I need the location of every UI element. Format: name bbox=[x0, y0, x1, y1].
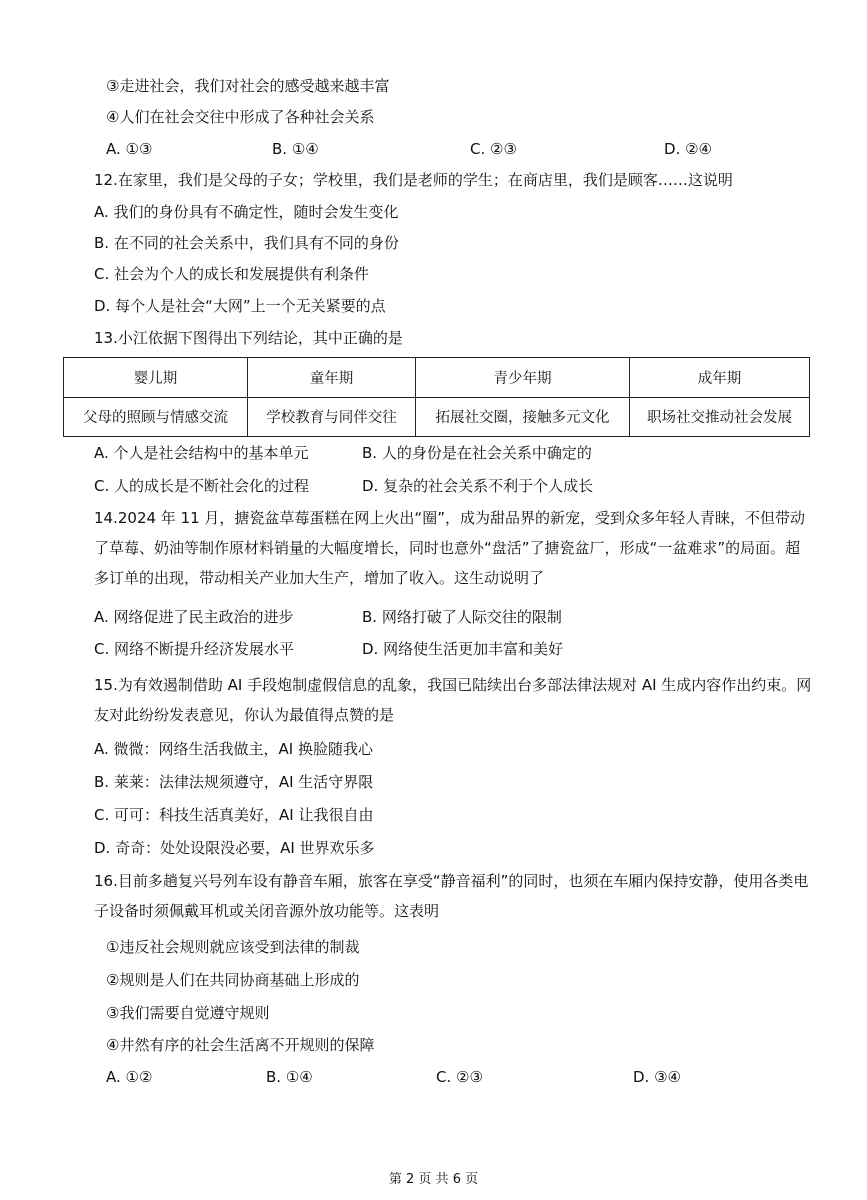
table-cell: 职场社交推动社会发展 bbox=[630, 397, 810, 437]
q16-option-a: A. ①② bbox=[106, 1068, 153, 1086]
q16-stem: 16.目前多趟复兴号列车设有静音车厢，旅客在享受“静音福利”的同时，也须在车厢内保持安静，使用各类电子设备时须佩戴耳机或关闭音源外放功能等。这表明 bbox=[94, 872, 809, 920]
q12-option-d: D. 每个人是社会“大网”上一个无关紧要的点 bbox=[94, 297, 386, 315]
table-row bbox=[64, 397, 810, 437]
q16-statement-3: ③我们需要自觉遵守规则 bbox=[106, 1004, 270, 1022]
q12-option-c: C. 社会为个人的成长和发展提供有利条件 bbox=[94, 265, 370, 283]
q16-option-d: D. ③④ bbox=[633, 1068, 681, 1086]
q11-option-c: C. ②③ bbox=[470, 140, 517, 158]
q16-statement-4: ④井然有序的社会生活离不开规则的保障 bbox=[106, 1036, 375, 1054]
q13-option-c: C. 人的成长是不断社会化的过程 bbox=[94, 477, 310, 495]
table-cell: 拓展社交圈，接触多元文化 bbox=[416, 397, 630, 437]
q13-option-d: D. 复杂的社会关系不利于个人成长 bbox=[362, 477, 594, 495]
q12-option-a: A. 我们的身份具有不确定性，随时会发生变化 bbox=[94, 203, 399, 221]
table-cell: 学校教育与同伴交往 bbox=[248, 397, 416, 437]
q14-option-c: C. 网络不断提升经济发展水平 bbox=[94, 640, 295, 658]
q11-statement-3: ③走进社会，我们对社会的感受越来越丰富 bbox=[106, 77, 390, 95]
q13-option-b: B. 人的身份是在社会关系中确定的 bbox=[362, 444, 592, 462]
q16-statement-2: ②规则是人们在共同协商基础上形成的 bbox=[106, 971, 360, 989]
q16-statement-1: ①违反社会规则就应该受到法律的制裁 bbox=[106, 938, 360, 956]
q14-option-a: A. 网络促进了民主政治的进步 bbox=[94, 608, 294, 626]
q14-option-d: D. 网络使生活更加丰富和美好 bbox=[362, 640, 564, 658]
q15-option-a: A. 微微：网络生活我做主，AI 换脸随我心 bbox=[94, 740, 373, 758]
q11-statement-4: ④人们在社会交往中形成了各种社会关系 bbox=[106, 108, 375, 126]
q15-option-c: C. 可可：科技生活真美好，AI 让我很自由 bbox=[94, 806, 374, 824]
life-stage-table bbox=[63, 357, 810, 437]
q11-option-a: A. ①③ bbox=[106, 140, 153, 158]
q11-option-d: D. ②④ bbox=[664, 140, 712, 158]
table-header-cell: 青少年期 bbox=[416, 358, 630, 398]
q16-option-b: B. ①④ bbox=[266, 1068, 313, 1086]
table-cell: 父母的照顾与情感交流 bbox=[64, 397, 248, 437]
q13-stem: 13.小江依据下图得出下列结论，其中正确的是 bbox=[94, 329, 403, 347]
q11-option-b: B. ①④ bbox=[272, 140, 319, 158]
q12-option-b: B. 在不同的社会关系中，我们具有不同的身份 bbox=[94, 234, 399, 252]
q14-stem: 14.2024 年 11 月，搪瓷盆草莓蛋糕在网上火出“圈”，成为甜品界的新宠，受到众多年轻人青睐，不但带动了草莓、奶油等制作原材料销量的大幅度增长，同时也意外“盘活”了搪瓷盆厂，形成“一盆难求”的局面。超多订单的出现，带动相关产业加大生产，增加了收入。这生动说明了 bbox=[94, 509, 805, 587]
q15-option-d: D. 奇奇：处处设限没必要，AI 世界欢乐多 bbox=[94, 839, 375, 857]
table-header-cell: 婴儿期 bbox=[64, 358, 248, 398]
q15-stem: 15.为有效遏制借助 AI 手段炮制虚假信息的乱象，我国已陆续出台多部法律法规对 AI 生成内容作出约束。网友对此纷纷发表意见，你认为最值得点赞的是 bbox=[94, 676, 812, 724]
table-header-cell: 童年期 bbox=[248, 358, 416, 398]
page-footer: 第 2 页 共 6 页 bbox=[388, 1172, 479, 1187]
table-header-row bbox=[64, 358, 810, 398]
q15-option-b: B. 莱莱：法律法规须遵守，AI 生活守界限 bbox=[94, 773, 374, 791]
q16-option-c: C. ②③ bbox=[436, 1068, 483, 1086]
q13-option-a: A. 个人是社会结构中的基本单元 bbox=[94, 444, 309, 462]
q12-stem: 12.在家里，我们是父母的子女；学校里，我们是老师的学生；在商店里，我们是顾客……这说明 bbox=[94, 171, 733, 189]
q14-option-b: B. 网络打破了人际交往的限制 bbox=[362, 608, 562, 626]
table-header-cell: 成年期 bbox=[630, 358, 810, 398]
